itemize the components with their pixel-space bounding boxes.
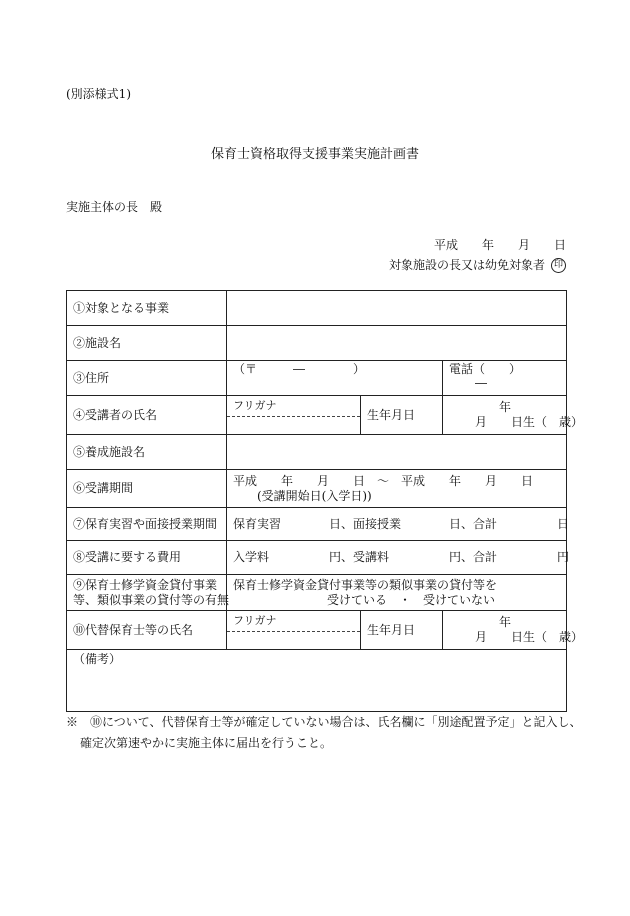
applicant-label: 対象施設の長又は幼免対象者 <box>388 258 545 272</box>
footnote-line2: 確定次第速やかに実施主体に届出を行うこと。 <box>80 736 333 750</box>
loan-label-line2: 等、類似事業の貸付等の有無 <box>73 592 230 607</box>
substitute-furigana-divider <box>227 631 360 632</box>
row-facility-name <box>67 326 567 361</box>
loan-options[interactable]: 受けている ・ 受けていない <box>327 592 496 607</box>
row-training-cost <box>67 541 567 575</box>
loan-label <box>67 575 230 611</box>
row-trainee-name <box>67 396 567 435</box>
row-training-facility <box>67 435 567 470</box>
training-period-label: ⑥受講期間 <box>67 470 227 508</box>
substitute-birth-label: 生年月日 <box>361 611 443 650</box>
loan-label-line1: ⑨保育士修学資金貸付事業 <box>73 577 218 592</box>
training-period-field[interactable] <box>227 470 567 508</box>
trainee-birth-year: 年 <box>499 400 512 414</box>
substitute-birth-year: 年 <box>499 615 512 629</box>
row-training-period <box>67 470 567 508</box>
applicant-line <box>389 256 566 273</box>
row-address <box>67 361 567 396</box>
postal-code: （〒 ― ） <box>233 362 366 376</box>
document-title: 保育士資格取得支援事業実施計画書 <box>210 147 419 162</box>
trainee-birth-month-day: 月 日生（ 歳） <box>475 415 584 429</box>
trainee-birth-label: 生年月日 <box>361 396 443 435</box>
practice-period-field[interactable]: 保育実習 日、面接授業 日、合計 日 <box>227 508 567 541</box>
substitute-furigana-label: フリガナ <box>233 614 277 627</box>
addressee: 実施主体の長 殿 <box>66 200 163 214</box>
phone-field[interactable] <box>443 361 567 396</box>
practice-period-label: ⑦保育実習や面接授業期間 <box>67 508 227 541</box>
target-business-field[interactable] <box>227 291 567 326</box>
row-target-business <box>67 291 567 326</box>
row-loan <box>67 575 567 611</box>
trainee-furigana-divider <box>227 416 360 417</box>
address-field[interactable] <box>227 361 443 396</box>
row-substitute-name <box>67 611 567 650</box>
form-number: (別添様式1) <box>66 87 131 101</box>
trainee-birthdate-field[interactable] <box>443 396 584 435</box>
address-label: ③住所 <box>67 361 227 396</box>
substitute-birth-month-day: 月 日生（ 歳） <box>475 630 584 644</box>
training-cost-field[interactable]: 入学料 円、受講料 円、合計 円 <box>227 541 567 575</box>
phone-dash: ― <box>475 376 487 390</box>
row-remarks <box>67 650 567 712</box>
substitute-birthdate-field[interactable] <box>443 611 584 650</box>
facility-name-label: ②施設名 <box>67 326 227 361</box>
footnote-line1: ※ ⑩について、代替保育士等が確定していない場合は、氏名欄に「別途配置予定」と記入し、 <box>66 715 582 729</box>
training-period-note: (受講開始日(入学日)) <box>257 488 372 503</box>
loan-question: 保育士修学資金貸付事業等の類似事業の貸付等を <box>233 577 498 592</box>
phone-label: 電話（ ） <box>449 362 522 376</box>
substitute-name-label: ⑩代替保育士等の氏名 <box>67 611 227 650</box>
loan-field[interactable] <box>227 575 567 611</box>
substitute-name-field[interactable] <box>227 611 361 650</box>
trainee-furigana-label: フリガナ <box>233 399 277 412</box>
row-practice-period <box>67 508 567 541</box>
application-form-table <box>66 290 584 712</box>
training-facility-label: ⑤養成施設名 <box>67 435 227 470</box>
training-facility-field[interactable] <box>227 435 567 470</box>
date-line: 平成 年 月 日 <box>433 238 566 252</box>
target-business-label: ①対象となる事業 <box>67 291 227 326</box>
training-cost-label: ⑧受講に要する費用 <box>67 541 227 575</box>
trainee-name-field[interactable] <box>227 396 361 435</box>
remarks-label: （備考） <box>73 652 122 666</box>
facility-name-field[interactable] <box>227 326 567 361</box>
training-period-dates: 平成 年 月 日 ～ 平成 年 月 日 <box>233 473 534 488</box>
trainee-name-label: ④受講者の氏名 <box>67 396 227 435</box>
remarks-field[interactable] <box>67 650 567 712</box>
seal-icon: 印 <box>551 258 566 273</box>
